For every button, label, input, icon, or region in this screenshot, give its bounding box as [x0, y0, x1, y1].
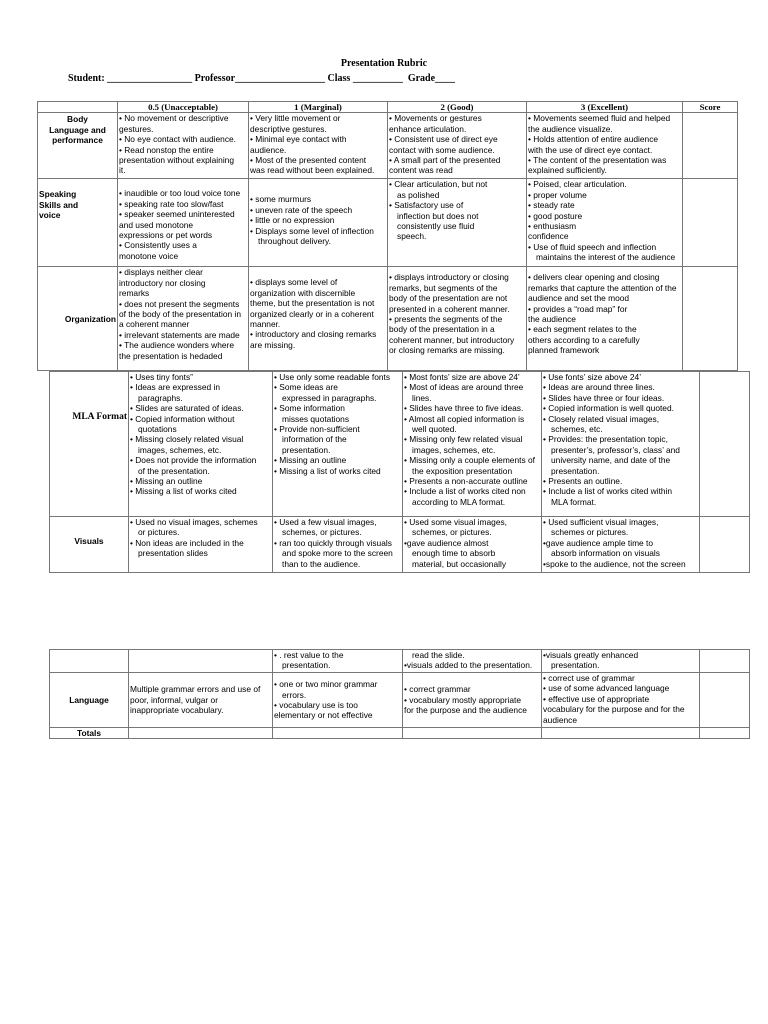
cell-line: confidence: [528, 231, 569, 242]
cell-line: •visuals added to the presentation.: [404, 660, 533, 671]
cell-line: • Use only some readable fonts: [274, 372, 391, 382]
cell-marginal: [249, 267, 388, 371]
criterion-header: [38, 102, 118, 113]
cell-line: descriptive gestures.: [250, 123, 327, 134]
cell-line: • Non ideas are included in the: [130, 537, 244, 548]
cell-line: • Presents a non-accurate outline: [404, 476, 528, 487]
cell-line: • Movements seemed fluid and helped: [528, 113, 671, 124]
cell-line: the audience: [528, 314, 576, 325]
cell-line: the presentation is hedaded: [119, 350, 223, 361]
cell-excellent: [527, 113, 683, 179]
cell-line: • Used sufficient visual images,: [543, 517, 659, 527]
cell-line: the exposition presentation: [412, 465, 513, 476]
cell-line: absorb information on visuals: [551, 548, 660, 559]
cell-line: information of the: [282, 434, 347, 445]
score-cell[interactable]: [683, 267, 738, 371]
cell-line: vocabulary for the purpose and for the: [543, 704, 685, 715]
cell-line: with the use of direct eye contact.: [528, 144, 653, 155]
cell-line: enough time to absorb: [412, 548, 496, 559]
cell-line: manner.: [250, 319, 281, 330]
cell-line: • Missing an outline: [130, 476, 203, 487]
cell-line: • irrelevant statements are made: [119, 329, 240, 340]
rubric-row-visuals: [50, 517, 750, 573]
cell-line: • uneven rate of the speech: [250, 204, 353, 215]
column-header-good: 2 (Good): [388, 102, 527, 113]
cell-line: schemes, or pictures.: [412, 527, 492, 538]
cell-line: • vocabulary mostly appropriate: [404, 694, 521, 705]
cell-good: [403, 372, 542, 517]
document-title: Presentation Rubric: [340, 58, 428, 69]
cell-line: •spoke to the audience, not the screen: [543, 558, 686, 569]
cell-line: and used monotone: [119, 219, 194, 230]
cell-line: •gave audience almost: [404, 537, 489, 548]
cell-line: • Include a list of works cited non: [404, 486, 526, 497]
cell-line: • Used no visual images, schemes: [130, 517, 258, 527]
criterion-body-language: Body Language and performance: [38, 113, 118, 179]
cell-line: body of the presentation in a: [389, 324, 495, 335]
cell-line: • Uses tiny fonts”: [130, 372, 193, 382]
rubric-row-totals: [50, 728, 750, 739]
cell-line: • Almost all copied information is: [404, 413, 525, 424]
cell-line: remarks, but segments of the: [389, 282, 498, 293]
rubric-row-speaking: [38, 179, 738, 267]
cell-line: •gave audience ample time to: [543, 537, 654, 548]
cell-line: • No eye contact with audience.: [119, 134, 236, 145]
cell-line: • enthusiasm: [528, 221, 577, 232]
cell-excellent: [527, 267, 683, 371]
cell-line: well quoted.: [412, 424, 457, 435]
cell-line: body of the presentation are not: [389, 293, 508, 304]
cell-line: Multiple grammar errors and use of: [130, 684, 261, 695]
rubric-row-body-language: [38, 113, 738, 179]
cell-unacceptable: [118, 267, 249, 371]
cell-marginal: [273, 372, 403, 517]
cell-line: as polished: [397, 189, 440, 200]
cell-unacceptable: [118, 179, 249, 267]
cell-line: or pictures.: [138, 527, 180, 538]
cell-line: • speaker seemed uninterested: [119, 209, 235, 220]
cell-line: • Missing closely related visual: [130, 434, 244, 445]
cell-line: gestures.: [119, 123, 154, 134]
cell-line: • Include a list of works cited within: [543, 486, 673, 497]
cell-line: theme, but the presentation is not: [250, 298, 375, 309]
cell-line: presentation without explaining: [119, 155, 235, 166]
cell-line: of the presentation.: [138, 465, 210, 476]
cell-line: are missing.: [250, 339, 296, 350]
criterion-organization: Organization: [38, 267, 118, 371]
cell-line: presenter’s, professor’s, class’ and: [551, 444, 680, 455]
cell-good: [388, 267, 527, 371]
rubric-table-top: [37, 101, 738, 371]
cell-line: • displays some level of: [250, 277, 338, 288]
cell-line: • steady rate: [528, 200, 575, 211]
cell-line: read the slide.: [412, 650, 465, 660]
cell-line: • vocabulary use is too: [274, 700, 358, 710]
cell-line: • Most of the presented content: [250, 155, 367, 166]
cell-line: • Provides: the presentation topic,: [543, 434, 668, 445]
cell-line: university name, and date of the: [551, 455, 671, 466]
score-cell[interactable]: [683, 179, 738, 267]
cell-line: • Read nonstop the entire: [119, 144, 214, 155]
cell-excellent: [542, 650, 700, 673]
cell-line: content was read: [389, 165, 453, 176]
cell-line: than to the audience.: [282, 558, 361, 569]
cell-line: for the purpose and the audience: [404, 705, 527, 716]
cell-line: • displays introductory or closing: [389, 272, 509, 283]
cell-line: images, schemes, etc.: [412, 444, 496, 455]
cell-line: • little or no expression: [250, 215, 335, 226]
cell-line: presented in a coherent manner.: [389, 303, 510, 314]
cell-line: • Missing a list of works cited: [130, 486, 237, 497]
cell-unacceptable: [129, 650, 273, 673]
cell-line: • Presents an outline.: [543, 476, 623, 487]
cell-excellent: [542, 673, 700, 728]
cell-marginal: [273, 728, 403, 739]
cell-unacceptable: [129, 517, 273, 573]
cell-line: • inaudible or too loud voice tone: [119, 188, 241, 199]
cell-line: • Slides have three to five ideas.: [404, 403, 524, 414]
cell-line: • Missing only a couple elements of: [404, 455, 535, 466]
cell-line: • presents the segments of the: [389, 314, 503, 325]
cell-excellent: [542, 517, 700, 573]
cell-line: enhance articulation.: [389, 123, 467, 134]
score-cell[interactable]: [700, 650, 750, 673]
column-header-marginal: 1 (Marginal): [249, 102, 388, 113]
cell-line: •visuals greatly enhanced: [543, 650, 639, 660]
cell-line: • Very little movement or: [250, 113, 341, 124]
cell-line: planned framework: [528, 345, 600, 356]
cell-line: throughout delivery.: [258, 236, 331, 247]
cell-line: maintains the interest of the audience: [536, 252, 676, 263]
cell-line: and spoke more to the screen: [282, 548, 393, 559]
rubric-row-visuals-continued: [50, 650, 750, 673]
cell-line: inflection but does not: [397, 210, 479, 221]
cell-line: lines.: [412, 392, 432, 403]
cell-line: presentation.: [282, 660, 331, 671]
cell-line: • Most fonts’ size are above 24’: [404, 372, 520, 382]
cell-line: remarks: [119, 288, 150, 299]
cell-line: expressed in paragraphs.: [282, 392, 377, 403]
cell-line: images, schemes, etc.: [138, 444, 222, 455]
cell-line: explained sufficiently.: [528, 165, 607, 176]
cell-unacceptable: [129, 728, 273, 739]
cell-good: [403, 650, 542, 673]
rubric-row-organization: [38, 267, 738, 371]
cell-line: contact with some audience.: [389, 144, 495, 155]
cell-marginal: [249, 113, 388, 179]
cell-line: • Slides are saturated of ideas.: [130, 403, 244, 414]
cell-line: elementary or not effective: [274, 710, 373, 721]
score-cell[interactable]: [700, 673, 750, 728]
cell-good: [388, 179, 527, 267]
column-header-excellent: 3 (Excellent): [527, 102, 683, 113]
cell-line: • Copied information is well quoted.: [543, 403, 674, 414]
criterion-empty: [50, 650, 129, 673]
cell-line: • Consistent use of direct eye: [389, 134, 498, 145]
cell-line: organized clearly or in a coherent: [250, 308, 374, 319]
cell-line: • displays neither clear: [119, 267, 203, 278]
rubric-table-bottom: [49, 649, 750, 739]
cell-line: remarks that capture the attention of the: [528, 282, 677, 293]
cell-line: • Does not provide the information: [130, 455, 257, 466]
cell-line: • Minimal eye contact with: [250, 134, 347, 145]
cell-unacceptable: [129, 372, 273, 517]
cell-line: the audience visualize.: [528, 123, 613, 134]
score-cell[interactable]: [700, 372, 750, 517]
cell-line: • Clear articulation, but not: [389, 179, 488, 190]
cell-line: schemes, etc.: [551, 424, 603, 435]
cell-line: introductory nor closing: [119, 277, 206, 288]
cell-line: • Displays some level of inflection: [250, 225, 374, 236]
cell-line: coherent manner, but introductory: [389, 334, 515, 345]
total-score-cell[interactable]: [700, 728, 750, 739]
criterion-language: Language: [50, 673, 129, 728]
cell-line: material, but occasionally: [412, 558, 507, 569]
cell-line: • correct use of grammar: [543, 673, 635, 683]
cell-line: • Ideas are expressed in: [130, 382, 220, 393]
column-header-score: Score: [683, 102, 738, 113]
cell-line: • Some ideas are: [274, 382, 338, 393]
cell-line: audience.: [250, 144, 287, 155]
cell-line: • Missing a list of works cited: [274, 465, 381, 476]
cell-line: • Slides have three or four ideas.: [543, 392, 665, 403]
cell-line: schemes or pictures.: [551, 527, 629, 538]
cell-line: • Ideas are around three lines.: [543, 382, 655, 393]
rubric-row-language: [50, 673, 750, 728]
cell-marginal: [273, 517, 403, 573]
cell-line: • Satisfactory use of: [389, 200, 464, 211]
cell-line: • one or two minor grammar: [274, 679, 378, 690]
cell-good: [403, 673, 542, 728]
cell-line: • Holds attention of entire audience: [528, 134, 659, 145]
cell-line: schemes, or pictures.: [282, 527, 362, 538]
cell-line: • Poised, clear articulation.: [528, 179, 627, 190]
criterion-visuals: Visuals: [50, 517, 129, 573]
cell-line: was read without been explained.: [250, 165, 375, 176]
cell-line: poor, informal, vulgar or: [130, 694, 218, 705]
cell-line: • proper volume: [528, 189, 587, 200]
cell-line: presentation.: [551, 660, 600, 671]
student-info-line: Student: _________________ Professor__________________ Class __________ Grade____: [68, 73, 456, 84]
cell-line: • Provide non-sufficient: [274, 424, 360, 435]
cell-line: misses quotations: [282, 413, 350, 424]
cell-unacceptable: [129, 673, 273, 728]
cell-line: • does not present the segments: [119, 298, 240, 309]
cell-line: • some murmurs: [250, 194, 312, 205]
cell-line: • Use fonts’ size above 24’: [543, 372, 642, 382]
cell-line: • ran too quickly through visuals: [274, 537, 392, 548]
criterion-totals: Totals: [50, 728, 129, 739]
cell-line: quotations: [138, 424, 177, 435]
cell-line: • Copied information without: [130, 413, 235, 424]
cell-line: consistently use fluid: [397, 221, 475, 232]
cell-line: audience: [543, 714, 577, 725]
cell-line: audience and set the mood: [528, 293, 630, 304]
cell-line: • No movement or descriptive: [119, 113, 229, 124]
cell-line: • introductory and closing remarks: [250, 329, 377, 340]
cell-unacceptable: [118, 113, 249, 179]
cell-excellent: [542, 372, 700, 517]
cell-line: • Used a few visual images,: [274, 517, 377, 527]
rubric-table-middle: [49, 371, 750, 573]
cell-line: errors.: [282, 689, 307, 700]
cell-line: • good posture: [528, 210, 583, 221]
criterion-speaking: Speaking Skills and voice: [38, 179, 118, 267]
cell-line: • A small part of the presented: [389, 155, 501, 166]
cell-excellent: [527, 179, 683, 267]
cell-line: presentation.: [282, 444, 331, 455]
rubric-row-mla-format: [50, 372, 750, 517]
cell-line: • each segment relates to the: [528, 324, 637, 335]
cell-line: • Used some visual images,: [404, 517, 508, 527]
cell-marginal: [273, 673, 403, 728]
cell-line: • correct grammar: [404, 684, 471, 695]
cell-line: or closing remarks are missing.: [389, 345, 505, 356]
cell-line: according to MLA format.: [412, 496, 506, 507]
cell-line: paragraphs.: [138, 392, 183, 403]
score-cell[interactable]: [700, 517, 750, 573]
cell-line: • Consistently uses a: [119, 240, 197, 251]
cell-line: • effective use of appropriate: [543, 693, 650, 704]
cell-line: • Missing only few related visual: [404, 434, 523, 445]
cell-line: • The audience wonders where: [119, 340, 234, 351]
cell-line: inappropriate vocabulary.: [130, 705, 224, 716]
cell-line: presentation.: [551, 465, 600, 476]
cell-line: it.: [119, 165, 126, 176]
cell-line: monotone voice: [119, 250, 179, 261]
cell-line: expressions or pet words: [119, 230, 213, 241]
cell-good: [403, 728, 542, 739]
cell-line: speech.: [397, 231, 427, 242]
cell-line: • Most of ideas are around three: [404, 382, 524, 393]
cell-line: • use of some advanced language: [543, 683, 670, 694]
cell-line: MLA format.: [551, 496, 597, 507]
column-header-row: [38, 102, 738, 113]
column-header-unacceptable: 0.5 (Unacceptable): [118, 102, 249, 113]
cell-line: • speaking rate too slow/fast: [119, 198, 224, 209]
cell-line: • Missing an outline: [274, 455, 347, 466]
cell-good: [388, 113, 527, 179]
cell-line: • provides a “road map” for: [528, 303, 628, 314]
score-cell[interactable]: [683, 113, 738, 179]
cell-line: • delivers clear opening and closing: [528, 272, 660, 283]
cell-excellent: [542, 728, 700, 739]
cell-line: • Some information: [274, 403, 345, 414]
cell-marginal: [273, 650, 403, 673]
cell-line: • Movements or gestures: [389, 113, 482, 124]
cell-line: others according to a carefully: [528, 334, 640, 345]
cell-line: a coherent manner: [119, 319, 190, 330]
cell-line: • The content of the presentation was: [528, 155, 667, 166]
cell-line: presentation slides: [138, 548, 208, 559]
cell-line: • Use of fluid speech and inflection: [528, 241, 657, 252]
cell-line: of the body of the presentation in: [119, 309, 241, 320]
cell-marginal: [249, 179, 388, 267]
cell-line: • . rest value to the: [274, 650, 344, 660]
cell-line: organization with discernible: [250, 287, 356, 298]
cell-good: [403, 517, 542, 573]
cell-line: • Closely related visual images,: [543, 413, 660, 424]
criterion-mla-format: MLA Format: [50, 372, 129, 517]
